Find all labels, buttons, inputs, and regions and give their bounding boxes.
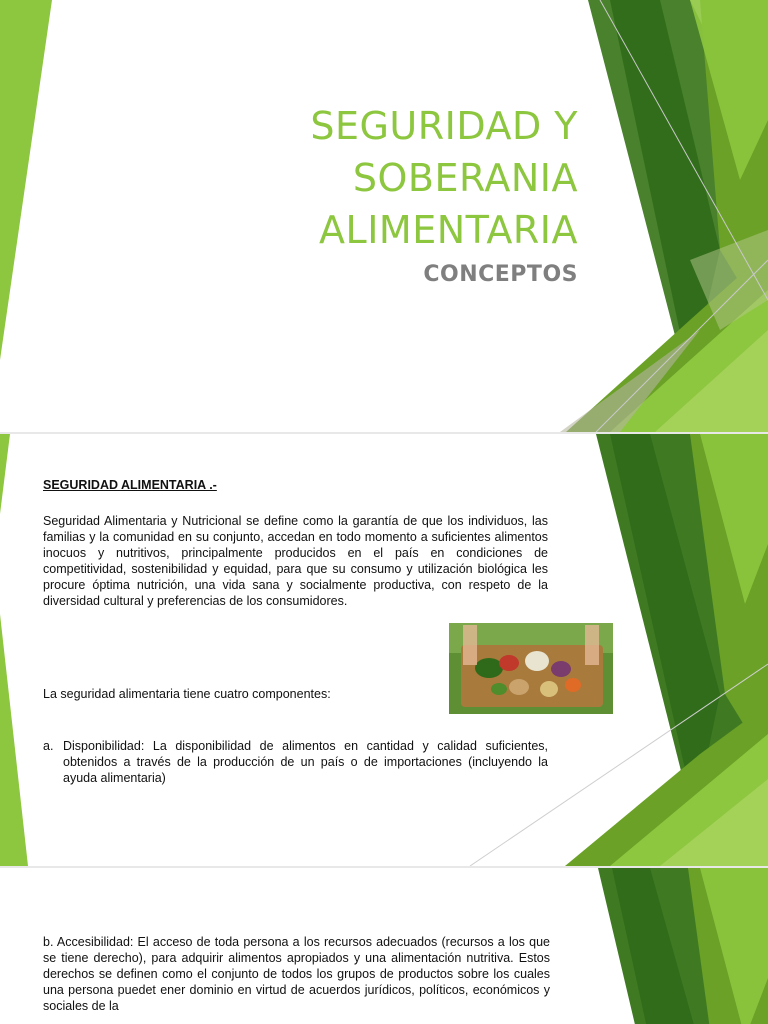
list-marker: a. xyxy=(43,739,54,753)
left-green-shape xyxy=(0,0,52,360)
title-line-3: ALIMENTARIA xyxy=(319,208,578,252)
section-heading: SEGURIDAD ALIMENTARIA .- xyxy=(43,478,217,492)
left-green-shape xyxy=(0,614,28,866)
list-item-b: b. Accesibilidad: El acceso de toda persona a los recursos adecuados (recursos a los que se tiene derecho), para adquirir alimentos apropiados y una alimentación nutritiva. Estos derechos se definen como el conjunto de todos los grupos de productos sobre los cuales una persona puedet ener dominio en virtud de acuerdos jurídicos, políticos, económicos y sociales de la xyxy=(43,935,550,1013)
list-item-a xyxy=(43,738,548,786)
title-slide xyxy=(0,0,768,432)
content-slide-1 xyxy=(0,434,768,866)
definition-paragraph: Seguridad Alimentaria y Nutricional se define como la garantía de que los individuos, las familias y la comunidad en su conjunto, accedan en todo momento a suficientes alimentos inocuos y nutritivos, principalmente producidos en el país en condiciones de competitividad, sostenibilidad y equidad, para que su consumo y utilización biológica les procure óptima nutrición, una vida sana y socialmente productiva, con respeto de la diversidad cultural y preferencias de los consumidores. xyxy=(43,514,548,608)
green-decoration xyxy=(0,434,768,866)
title-block xyxy=(310,100,578,287)
vegetable-basket-image xyxy=(449,623,613,714)
subtitle: CONCEPTOS xyxy=(423,262,578,287)
components-intro: La seguridad alimentaria tiene cuatro componentes: xyxy=(43,687,331,701)
title-line-2: SOBERANIA xyxy=(352,156,578,200)
list-item-text: Disponibilidad: La disponibilidad de alimentos en cantidad y calidad suficientes, obtenidos a través de la producción de un país o de importaciones (incluyendo la ayuda alimentaria) xyxy=(63,739,548,785)
content-slide-2 xyxy=(0,868,768,1024)
title-line-1: SEGURIDAD Y xyxy=(310,104,578,148)
